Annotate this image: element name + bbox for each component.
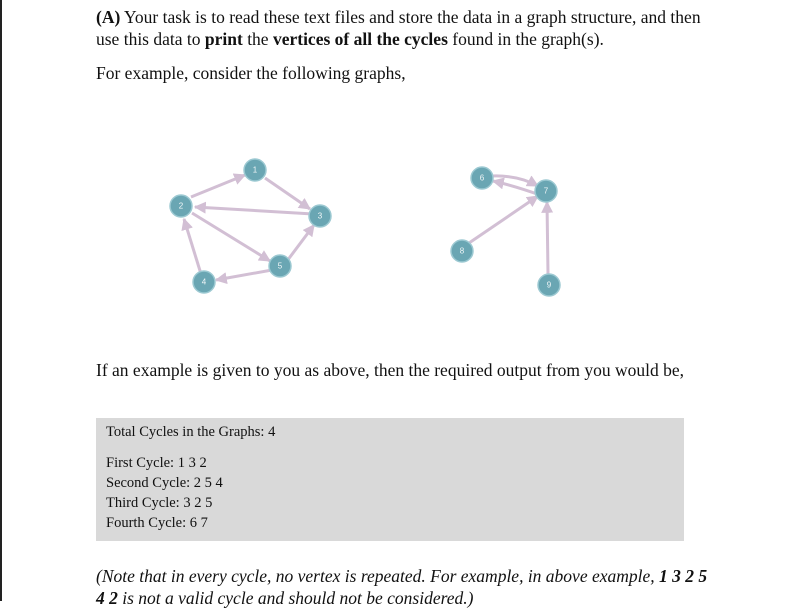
task-text-a: Your task is to read these text files and store the data in a graph structure, and then use this data to [96,7,701,49]
cycle-line: First Cycle: 1 3 2 [106,455,207,471]
example-intro: For example, consider the following graphs, [96,63,406,83]
node-2 [170,195,192,217]
task-bold-vertices: vertices of all the cycles [272,29,448,49]
svg-text:1: 1 [252,165,258,175]
cycle-list [106,453,223,533]
svg-text:2: 2 [178,201,184,211]
node-5 [269,255,291,277]
edge-9-7 [547,202,548,274]
node-9 [538,274,560,296]
edge-2-5 [192,213,270,261]
svg-text:7: 7 [543,186,549,196]
svg-text:8: 8 [459,246,465,256]
total-cycles: Total Cycles in the Graphs: 4 [106,424,276,440]
edge-3-2 [195,207,313,214]
svg-text:6: 6 [479,173,485,183]
note-paragraph [96,565,711,609]
node-6 [471,167,493,189]
node-3 [309,205,331,227]
node-4 [193,271,215,293]
expected-output-box [96,418,684,541]
edge-1-3 [265,178,310,209]
edge-4-2 [184,219,201,274]
note-text-b: is not a valid cycle and should not be considered.) [122,588,474,608]
task-text-c: found in the graph(s). [452,29,604,49]
svg-text:5: 5 [277,261,283,271]
edge-8-7 [469,196,538,243]
node-7 [535,180,557,202]
edge-5-3 [287,225,314,261]
task-bold-print: print [204,29,243,49]
node-8 [451,240,473,262]
svg-text:4: 4 [201,277,207,287]
cycle-line: Fourth Cycle: 6 7 [106,515,208,531]
cycle-line: Second Cycle: 2 5 4 [106,475,223,491]
edge-5-4 [216,270,272,280]
edge-2-1 [191,175,245,197]
note-bold-example: 1 3 2 5 4 2 [96,566,708,608]
cycle-line: Third Cycle: 3 2 5 [106,495,213,511]
task-text-b: the [247,29,269,49]
node-1 [244,159,266,181]
svg-text:3: 3 [317,211,323,221]
section-label: (A) [96,7,121,27]
svg-text:9: 9 [546,280,552,290]
note-text-a: (Note that in every cycle, no vertex is repeated. For example, in above example, [96,566,655,586]
output-intro: If an example is given to you as above, then the required output from you would be, [96,360,685,380]
